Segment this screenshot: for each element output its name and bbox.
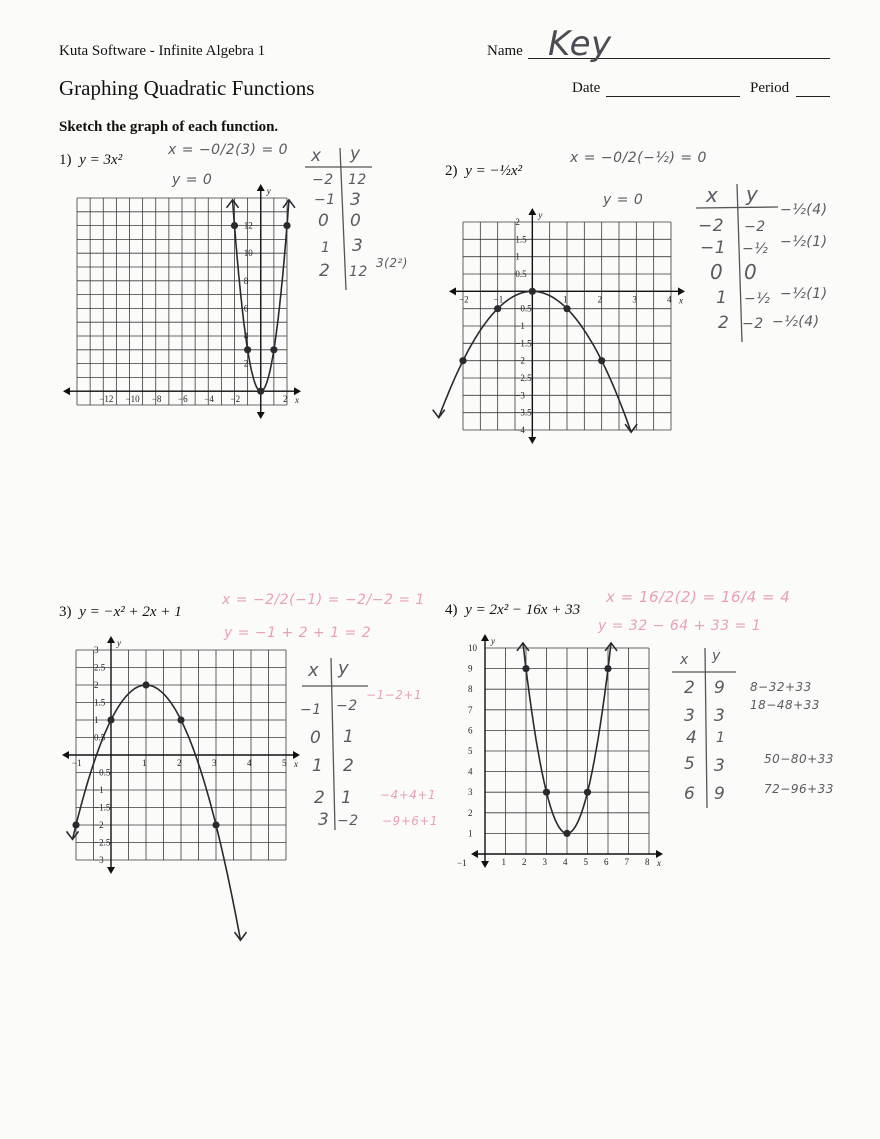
y-tick-label: −0.5	[515, 303, 532, 314]
y-tick-label: 1	[94, 715, 99, 725]
work-line: y = 0	[172, 172, 213, 188]
y-tick-label: 7	[468, 704, 473, 715]
table-cell: 2	[319, 261, 331, 281]
y-axis-label: y	[266, 186, 271, 196]
y-axis-label: y	[491, 636, 495, 646]
problem-number: 1)	[59, 152, 72, 168]
problem-equation: y = −x² + 2x + 1	[79, 604, 182, 620]
x-tick-label: 2	[522, 857, 527, 867]
x-tick-label: −2	[230, 394, 241, 405]
table-cell: −2	[336, 698, 358, 714]
work-line: x = −0/2(3) = 0	[168, 142, 289, 158]
y-tick-label: 1.5	[94, 697, 106, 708]
x-tick-label: 5	[282, 758, 287, 768]
y-tick-label: 2	[243, 358, 249, 369]
y-tick-label: −2	[515, 355, 525, 366]
problem-equation: y = 3x²	[79, 152, 123, 168]
table-cell: −2	[742, 316, 764, 332]
table-cell: −2	[312, 172, 334, 188]
period-label: Period	[750, 80, 790, 96]
y-axis-label: y	[538, 210, 543, 220]
table-header-x: x	[308, 660, 320, 681]
problem-number: 3)	[59, 604, 72, 620]
x-tick-label: −10	[125, 394, 140, 405]
name-label: Name	[487, 43, 523, 59]
table-note: 3(2²)	[376, 256, 408, 270]
y-tick-label: 3	[94, 645, 99, 655]
y-tick-label: 2	[94, 680, 99, 690]
x-tick-label: −8	[151, 394, 162, 405]
x-tick-label: 4	[563, 857, 568, 867]
table-cell: 3	[350, 190, 362, 210]
table-cell: 0	[310, 728, 322, 748]
table-cell: 5	[684, 754, 696, 774]
y-tick-label: 4	[468, 766, 473, 777]
table-cell: 1	[341, 788, 353, 808]
table-header-y: y	[338, 658, 350, 679]
table-cell: 2	[684, 678, 696, 698]
table-cell: 4	[686, 728, 698, 748]
table-cell: 1	[716, 730, 726, 746]
y-tick-label: 9	[468, 663, 473, 674]
table-cell: 9	[714, 678, 726, 698]
work-line: y = −1 + 2 + 1 = 2	[224, 625, 372, 641]
table-cell: 1	[343, 727, 355, 747]
y-tick-label: −1	[94, 785, 104, 795]
table-note: −½(4)	[772, 314, 820, 330]
table-cell: 3	[714, 706, 726, 726]
x-tick-label: 8	[645, 857, 650, 867]
table-cell: 1	[312, 756, 324, 776]
table-cell: 3	[684, 706, 696, 726]
x-tick-label: −6	[178, 394, 188, 405]
table-cell: −½	[744, 291, 771, 307]
table-cell: −2	[337, 813, 359, 829]
x-tick-label: 2	[597, 294, 603, 305]
y-tick-label: 4	[243, 331, 249, 341]
problem-equation: y = 2x² − 16x + 33	[465, 602, 581, 618]
table-note: −1−2+1	[366, 688, 423, 702]
table-cell: −1	[700, 238, 727, 258]
y-tick-label: 10	[468, 643, 477, 653]
table-cell: 0	[318, 211, 330, 231]
table-header-x: x	[311, 146, 322, 166]
table-cell: 2	[343, 756, 355, 776]
table-cell: 6	[684, 784, 696, 804]
table-cell: −1	[300, 702, 322, 718]
table-cell: 3	[714, 756, 726, 776]
table-note: 18−48+33	[750, 698, 820, 712]
table-cell: −2	[698, 216, 725, 236]
table-cell: 12	[348, 172, 367, 188]
table-header-y: y	[350, 144, 361, 164]
y-tick-label: 10	[243, 248, 253, 259]
x-tick-label: 4	[247, 758, 252, 768]
x-tick-label: 1	[563, 294, 568, 305]
y-tick-label: −2	[94, 820, 104, 830]
table-cell: 3	[318, 810, 330, 830]
y-tick-label: 1	[468, 828, 473, 839]
y-tick-label: −4	[515, 425, 525, 435]
table-note: −9+6+1	[382, 814, 439, 828]
publisher-label: Kuta Software - Infinite Algebra 1	[59, 43, 266, 59]
y-tick-label: 2	[468, 807, 473, 818]
x-tick-label: −12	[99, 394, 114, 405]
y-tick-label: 12	[243, 220, 253, 231]
y-axis-label: y	[117, 638, 121, 648]
y-tick-label: −1.5	[94, 802, 111, 813]
table-header-y: y	[746, 182, 759, 206]
x-tick-label: 1	[142, 758, 147, 768]
x-tick-label: −1	[72, 758, 82, 768]
table-cell: 1	[716, 288, 728, 308]
y-tick-label: 3	[468, 787, 473, 798]
y-tick-label: −2.5	[515, 373, 532, 383]
table-note: −½(1)	[780, 234, 828, 250]
table-cell: −2	[744, 219, 766, 235]
table-cell: 2	[314, 788, 326, 808]
x-tick-label: 2	[177, 758, 182, 768]
table-header-x: x	[706, 183, 719, 207]
table-note: −4+4+1	[380, 788, 437, 802]
x-tick-label: 3	[542, 857, 547, 867]
y-tick-label: 1.5	[515, 234, 527, 245]
y-tick-label: 8	[243, 275, 249, 286]
x-tick-label: −4	[204, 394, 214, 405]
table-header-x: x	[680, 652, 689, 668]
table-note: −½(4)	[780, 202, 828, 218]
instructions: Sketch the graph of each function.	[59, 119, 279, 135]
x-axis-label: x	[295, 395, 299, 406]
x-tick-label: −1	[457, 858, 467, 868]
table-cell: 2	[718, 313, 730, 333]
x-tick-label: 7	[624, 857, 629, 867]
work-line: x = −0/2(−½) = 0	[570, 150, 707, 166]
table-cell: 0	[710, 260, 724, 284]
page-title: Graphing Quadratic Functions	[59, 76, 315, 100]
x-tick-label: −2	[459, 294, 469, 305]
y-tick-label: 5	[468, 746, 473, 756]
name-value: Key	[548, 24, 612, 64]
y-tick-label: 8	[468, 684, 473, 695]
x-tick-label: 5	[583, 857, 588, 867]
y-tick-label: 2.5	[94, 662, 106, 673]
y-tick-label: −3	[515, 390, 525, 401]
x-tick-label: 3	[212, 758, 217, 768]
table-note: 72−96+33	[764, 782, 834, 796]
y-tick-label: −1.5	[515, 338, 532, 349]
table-cell: 12	[349, 264, 368, 280]
table-cell: 1	[321, 240, 331, 256]
x-axis-label: x	[679, 295, 683, 306]
work-line: y = 32 − 64 + 33 = 1	[598, 618, 762, 634]
date-label: Date	[572, 80, 601, 96]
y-tick-label: 0.5	[94, 732, 106, 743]
x-axis-label: x	[657, 858, 661, 868]
y-tick-label: 1	[515, 251, 520, 262]
work-line: x = 16/2(2) = 16/4 = 4	[606, 588, 791, 606]
y-tick-label: −3	[94, 855, 104, 865]
table-header-y: y	[712, 648, 721, 664]
y-tick-label: 6	[468, 725, 473, 736]
y-tick-label: −3.5	[515, 407, 532, 418]
y-tick-label: −2.5	[94, 837, 111, 848]
x-axis-label: x	[294, 759, 298, 769]
y-tick-label: −1	[515, 321, 525, 331]
table-cell: 0	[350, 211, 362, 231]
x-tick-label: 6	[604, 857, 609, 867]
work-line: y = 0	[603, 192, 644, 208]
work-line: x = −2/2(−1) = −2/−2 = 1	[222, 592, 425, 608]
x-tick-label: 4	[667, 294, 672, 305]
y-tick-label: 2	[515, 217, 520, 227]
table-note: −½(1)	[780, 286, 828, 302]
table-cell: 9	[714, 784, 726, 804]
table-cell: 0	[744, 260, 758, 284]
y-tick-label: 6	[243, 303, 249, 314]
problem-number: 4)	[445, 602, 458, 618]
x-tick-label: −1	[493, 294, 504, 305]
x-tick-label: 1	[501, 857, 506, 867]
problem-equation: y = −½x²	[465, 163, 523, 179]
x-tick-label: 3	[632, 294, 637, 305]
y-tick-label: 0.5	[515, 269, 527, 279]
table-cell: −½	[742, 241, 769, 257]
problem-number: 2)	[445, 163, 458, 179]
table-note: 50−80+33	[764, 752, 834, 766]
y-tick-label: −0.5	[94, 767, 111, 778]
table-cell: −1	[314, 192, 336, 208]
table-note: 8−32+33	[750, 680, 812, 694]
x-tick-label: 2	[283, 394, 288, 405]
table-cell: 3	[352, 236, 364, 256]
